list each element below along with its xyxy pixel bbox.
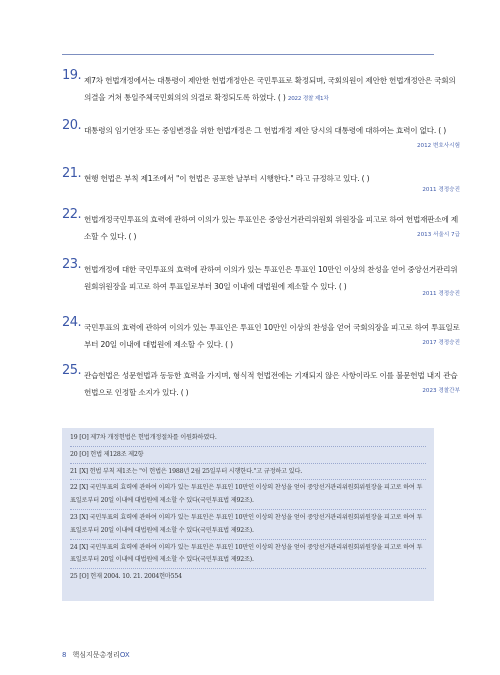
answer-20: 20 [O] 헌법 제128조 제2항 — [70, 450, 144, 458]
page-footer — [62, 650, 130, 660]
question-number: 19. — [62, 68, 82, 83]
question-text: 헌법개정국민투표의 효력에 관하여 이의가 있는 투표인은 중앙선거관리위원회 위원장을 피고로 하여 헌법재판소에 제소할 수 있다. ( ) — [84, 215, 458, 241]
question-source: 2013 서울시 7급 — [417, 232, 460, 238]
question-25 — [62, 363, 460, 401]
question-23 — [62, 257, 460, 297]
answer-divider — [70, 446, 426, 447]
question-text: 현행 헌법은 부칙 제1조에서 "이 헌법은 공포한 날부터 시행한다." 라고 규정하고 있다. ( ) — [84, 174, 370, 183]
question-24 — [62, 315, 460, 353]
question-22 — [62, 207, 460, 245]
question-number: 20. — [62, 118, 82, 133]
answer-19: 19 [O] 제7차 개정헌법은 헌법개정절차를 이원화하였다. — [70, 434, 217, 441]
answer-divider — [70, 568, 426, 569]
answer-divider — [70, 463, 426, 464]
question-number: 23. — [62, 257, 82, 272]
question-number: 22. — [62, 207, 82, 222]
question-number: 24. — [62, 315, 82, 330]
question-19 — [62, 68, 460, 108]
question-source: 2022 경찰 제1차 — [287, 96, 329, 102]
question-source: 2012 변호사시험 — [416, 143, 460, 149]
answer-24: 24 [X] 국민투표의 효력에 관하여 이의가 있는 투표인은 투표인 10만인 이상의 찬성을 얻어 중앙선거관리위원회위원장을 피고로 하여 투표일로부터 20일 이내에 대법원에 제소할 수 있다(국민투표법 제92조). — [70, 543, 423, 564]
answer-23: 23 [X] 국민투표의 효력에 관하여 이의가 있는 투표인은 투표인 10만인 이상의 찬성을 얻어 중앙선거관리위원회위원장을 피고로 하여 투표일로부터 20일 이내에 대법원에 제소할 수 있다(국민투표법 제92조). — [70, 513, 423, 534]
question-text: 국민투표의 효력에 관하여 이의가 있는 투표인은 투표인 10만인 이상의 찬성을 얻어 국회의장을 피고로 하여 투표일로부터 20일 이내에 대법원에 제소할 수 있다. ( ) — [84, 323, 460, 349]
answer-25: 25 [O] 헌재 2004. 10. 21. 2004헌마554 — [70, 573, 182, 581]
question-source: 2011 경정승진 — [422, 187, 460, 193]
answer-22: 22 [X] 국민투표의 효력에 관하여 이의가 있는 투표인은 투표인 10만인 이상의 찬성을 얻어 중앙선거관리위원회위원장을 피고로 하여 투표일로부터 20일 이내에 대법원에 제소할 수 있다(국민투표법 제92조). — [70, 484, 423, 505]
question-21 — [62, 166, 460, 193]
answer-divider — [70, 479, 426, 480]
top-rule — [62, 54, 434, 55]
book-title-ox: OX — [119, 651, 130, 659]
question-source: 2017 경정승진 — [422, 340, 460, 346]
question-text: 헌법개정에 대한 국민투표의 효력에 관하여 이의가 있는 투표인은 투표인 10만인 이상의 찬성을 얻어 중앙선거관리위원회위원장을 피고로 하여 투표일로부터 30일 이내에 대법원에 제소할 수 있다. ( ) — [84, 265, 458, 291]
book-title: 핵심지문총정리 — [72, 651, 120, 659]
question-text: 관습헌법은 성문헌법과 동등한 효력을 가지며, 형식적 헌법전에는 기재되지 않은 사항이라도 이를 불문헌법 내지 관습헌법으로 인정할 소지가 있다. ( ) — [84, 371, 458, 397]
answer-divider — [70, 509, 426, 510]
question-text: 제7차 헌법개정에서는 대통령이 제안한 헌법개정안은 국민투표로 확정되며, 국회의원이 제안한 헌법개정안은 국회의 의결을 거쳐 통일주체국민회의의 의결로 확정되도록 하였다. ( ) — [84, 76, 456, 102]
answer-divider — [70, 539, 426, 540]
answer-21: 21 [X] 헌법 부칙 제1조는 "이 헌법은 1988년 2월 25일부터 시행한다."고 규정하고 있다. — [70, 467, 303, 475]
answer-box — [62, 428, 434, 601]
question-20 — [62, 118, 460, 149]
question-source: 2023 경찰간부 — [422, 388, 460, 394]
question-text: 대통령의 임기연장 또는 중임변경을 위한 헌법개정은 그 헌법개정 제안 당시의 대통령에 대하여는 효력이 없다. ( ) — [84, 126, 447, 135]
question-number: 21. — [62, 166, 82, 181]
question-number: 25. — [62, 363, 82, 378]
page-number: 8 — [62, 651, 67, 659]
question-source: 2011 경정승진 — [422, 291, 460, 297]
